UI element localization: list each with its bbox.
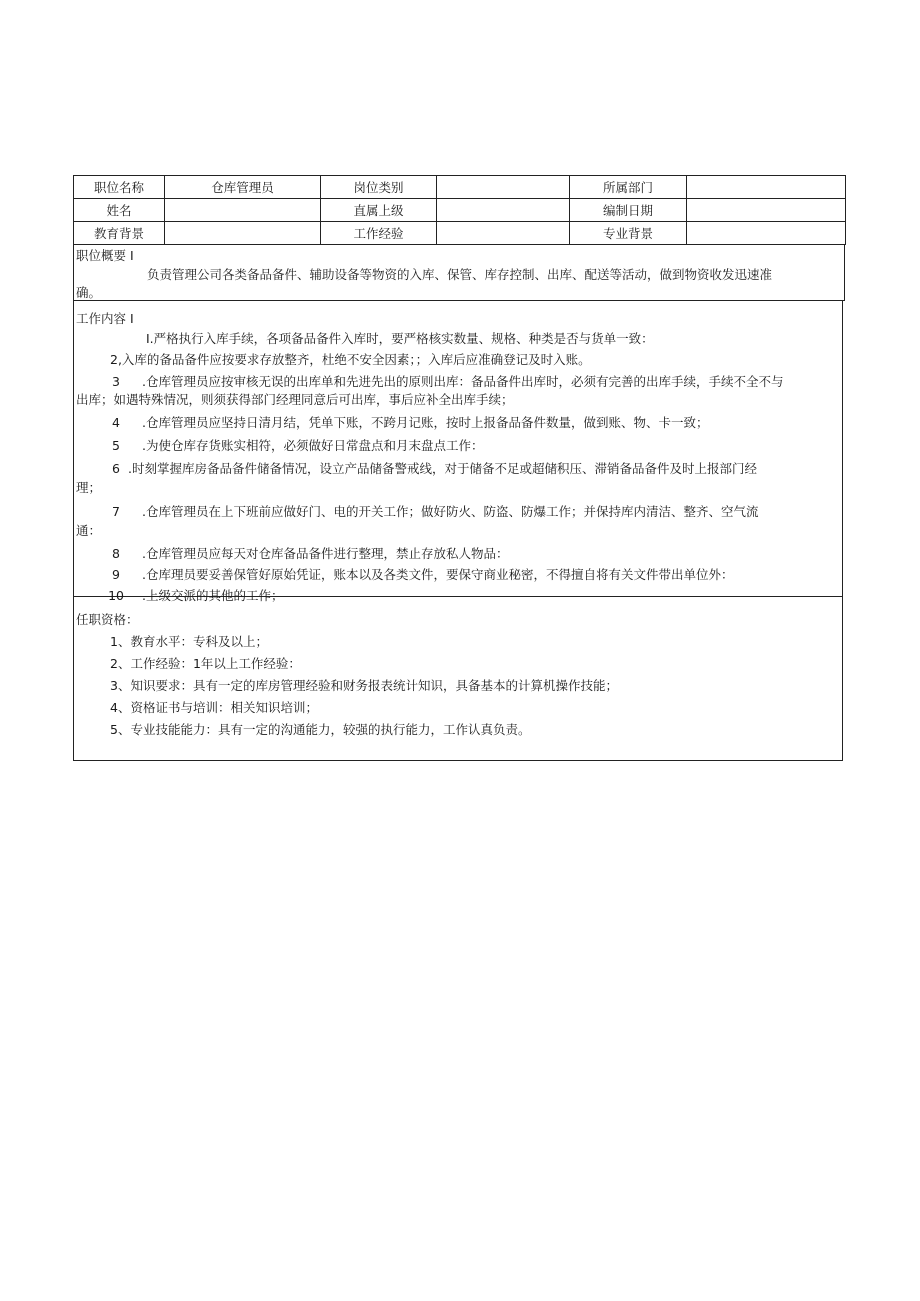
- cell-value-major: [687, 222, 846, 245]
- duty-item: [74, 349, 842, 371]
- qualification-item: 1、教育水平：专科及以上；: [110, 634, 268, 649]
- overview-text-cont: 确。: [76, 285, 102, 300]
- qualifications-title: 任职资格：: [76, 612, 139, 627]
- qualifications-section: [73, 597, 843, 761]
- duty-text: .仓库管理员应每天对仓库备品备件进行整理，禁止存放私人物品：: [142, 546, 509, 561]
- header-row-name: [74, 199, 846, 222]
- duty-text-cont: 通：: [76, 523, 102, 538]
- duties-title: 工作内容 I: [76, 311, 134, 326]
- cell-label-post-category: 岗位类别: [321, 176, 437, 199]
- duties-section: [73, 301, 843, 603]
- duty-number: 7: [112, 504, 120, 519]
- overview-section: [73, 245, 845, 301]
- duty-item: [74, 501, 842, 541]
- duty-number: 4: [112, 415, 120, 430]
- header-table: [73, 175, 846, 245]
- cell-value-education: [165, 222, 321, 245]
- qualification-item: 3、知识要求：具有一定的库房管理经验和财务报表统计知识，具备基本的计算机操作技能；: [110, 678, 618, 693]
- duty-number: 6: [112, 461, 120, 476]
- cell-label-experience: 工作经验: [321, 222, 437, 245]
- qualification-item: 4、资格证书与培训：相关知识培训；: [110, 700, 318, 715]
- duty-item: [74, 329, 842, 349]
- header-row-education: [74, 222, 846, 245]
- duty-number: 8: [112, 546, 120, 561]
- duty-number: 5: [112, 438, 120, 453]
- cell-value-experience: [437, 222, 570, 245]
- duty-item: [74, 585, 842, 606]
- cell-label-position-name: 职位名称: [74, 176, 165, 199]
- cell-value-supervisor: [437, 199, 570, 222]
- cell-label-prepared-date: 编制日期: [570, 199, 687, 222]
- duty-text: 2,入库的备品备件应按要求存放整齐，杜绝不安全因素；；入库后应准确登记及时入账。: [110, 352, 591, 367]
- duty-item: [74, 371, 842, 410]
- duty-item: [74, 458, 842, 498]
- cell-value-name: [165, 199, 321, 222]
- qualification-item: 2、工作经验：1年以上工作经验：: [110, 656, 301, 671]
- overview-title: 职位概要 I: [76, 248, 134, 263]
- duty-item: [74, 564, 842, 585]
- duty-number: 10: [108, 588, 124, 603]
- cell-value-department: [687, 176, 846, 199]
- duty-text-cont: 出库；如遇特殊情况，则须获得部门经理同意后可出库，事后应补全出库手续；: [76, 392, 514, 407]
- duty-text: .仓库管理员在上下班前应做好门、电的开关工作；做好防火、防盗、防爆工作；并保持库内清洁、整齐、空气流: [142, 504, 759, 519]
- overview-text: 负责管理公司各类备品备件、辅助设备等物资的入库、保管、库存控制、出库、配送等活动，做到物资收发迅速准: [147, 267, 773, 282]
- duty-number: 9: [112, 567, 120, 582]
- cell-label-department: 所属部门: [570, 176, 687, 199]
- job-description-document: [73, 175, 845, 761]
- cell-label-supervisor: 直属上级: [321, 199, 437, 222]
- duty-text: .上级交派的其他的工作；: [142, 588, 284, 603]
- cell-value-prepared-date: [687, 199, 846, 222]
- duty-text: .仓库管理员应按审核无误的出库单和先进先出的原则出库：备品备件出库时，必须有完善的出库手续，手续不全不与: [142, 374, 784, 389]
- duty-number: 3: [112, 374, 120, 389]
- duty-text: .时刻掌握库房备品备件储备情况，设立产品储备警戒线，对于储备不足或超储积压、滞销备品备件及时上报部门经: [128, 461, 757, 476]
- cell-label-education: 教育背景: [74, 222, 165, 245]
- qualification-item: 5、专业技能能力：具有一定的沟通能力，较强的执行能力，工作认真负责。: [110, 722, 531, 737]
- duty-text: .仓库理员要妥善保管好原始凭证，账本以及各类文件，要保守商业秘密，不得擅自将有关文件带出单位外：: [142, 567, 734, 582]
- duty-text: .仓库管理员应坚持日清月结，凭单下账，不跨月记账，按时上报备品备件数量，做到账、物、卡一致；: [142, 415, 709, 430]
- duty-text: I.严格执行入库手续，各项备品备件入库时，要严格核实数量、规格、种类是否与货单一致：: [146, 331, 654, 346]
- cell-label-name: 姓名: [74, 199, 165, 222]
- header-row-position: [74, 176, 846, 199]
- cell-value-post-category: [437, 176, 570, 199]
- duty-text-cont: 理；: [76, 480, 102, 495]
- cell-value-position-name: 仓库管理员: [165, 176, 321, 199]
- duty-text: .为使仓库存货账实相符，必须做好日常盘点和月末盘点工作：: [142, 438, 484, 453]
- duty-item: [74, 412, 842, 433]
- duty-item: [74, 543, 842, 564]
- cell-label-major: 专业背景: [570, 222, 687, 245]
- duty-item: [74, 435, 842, 456]
